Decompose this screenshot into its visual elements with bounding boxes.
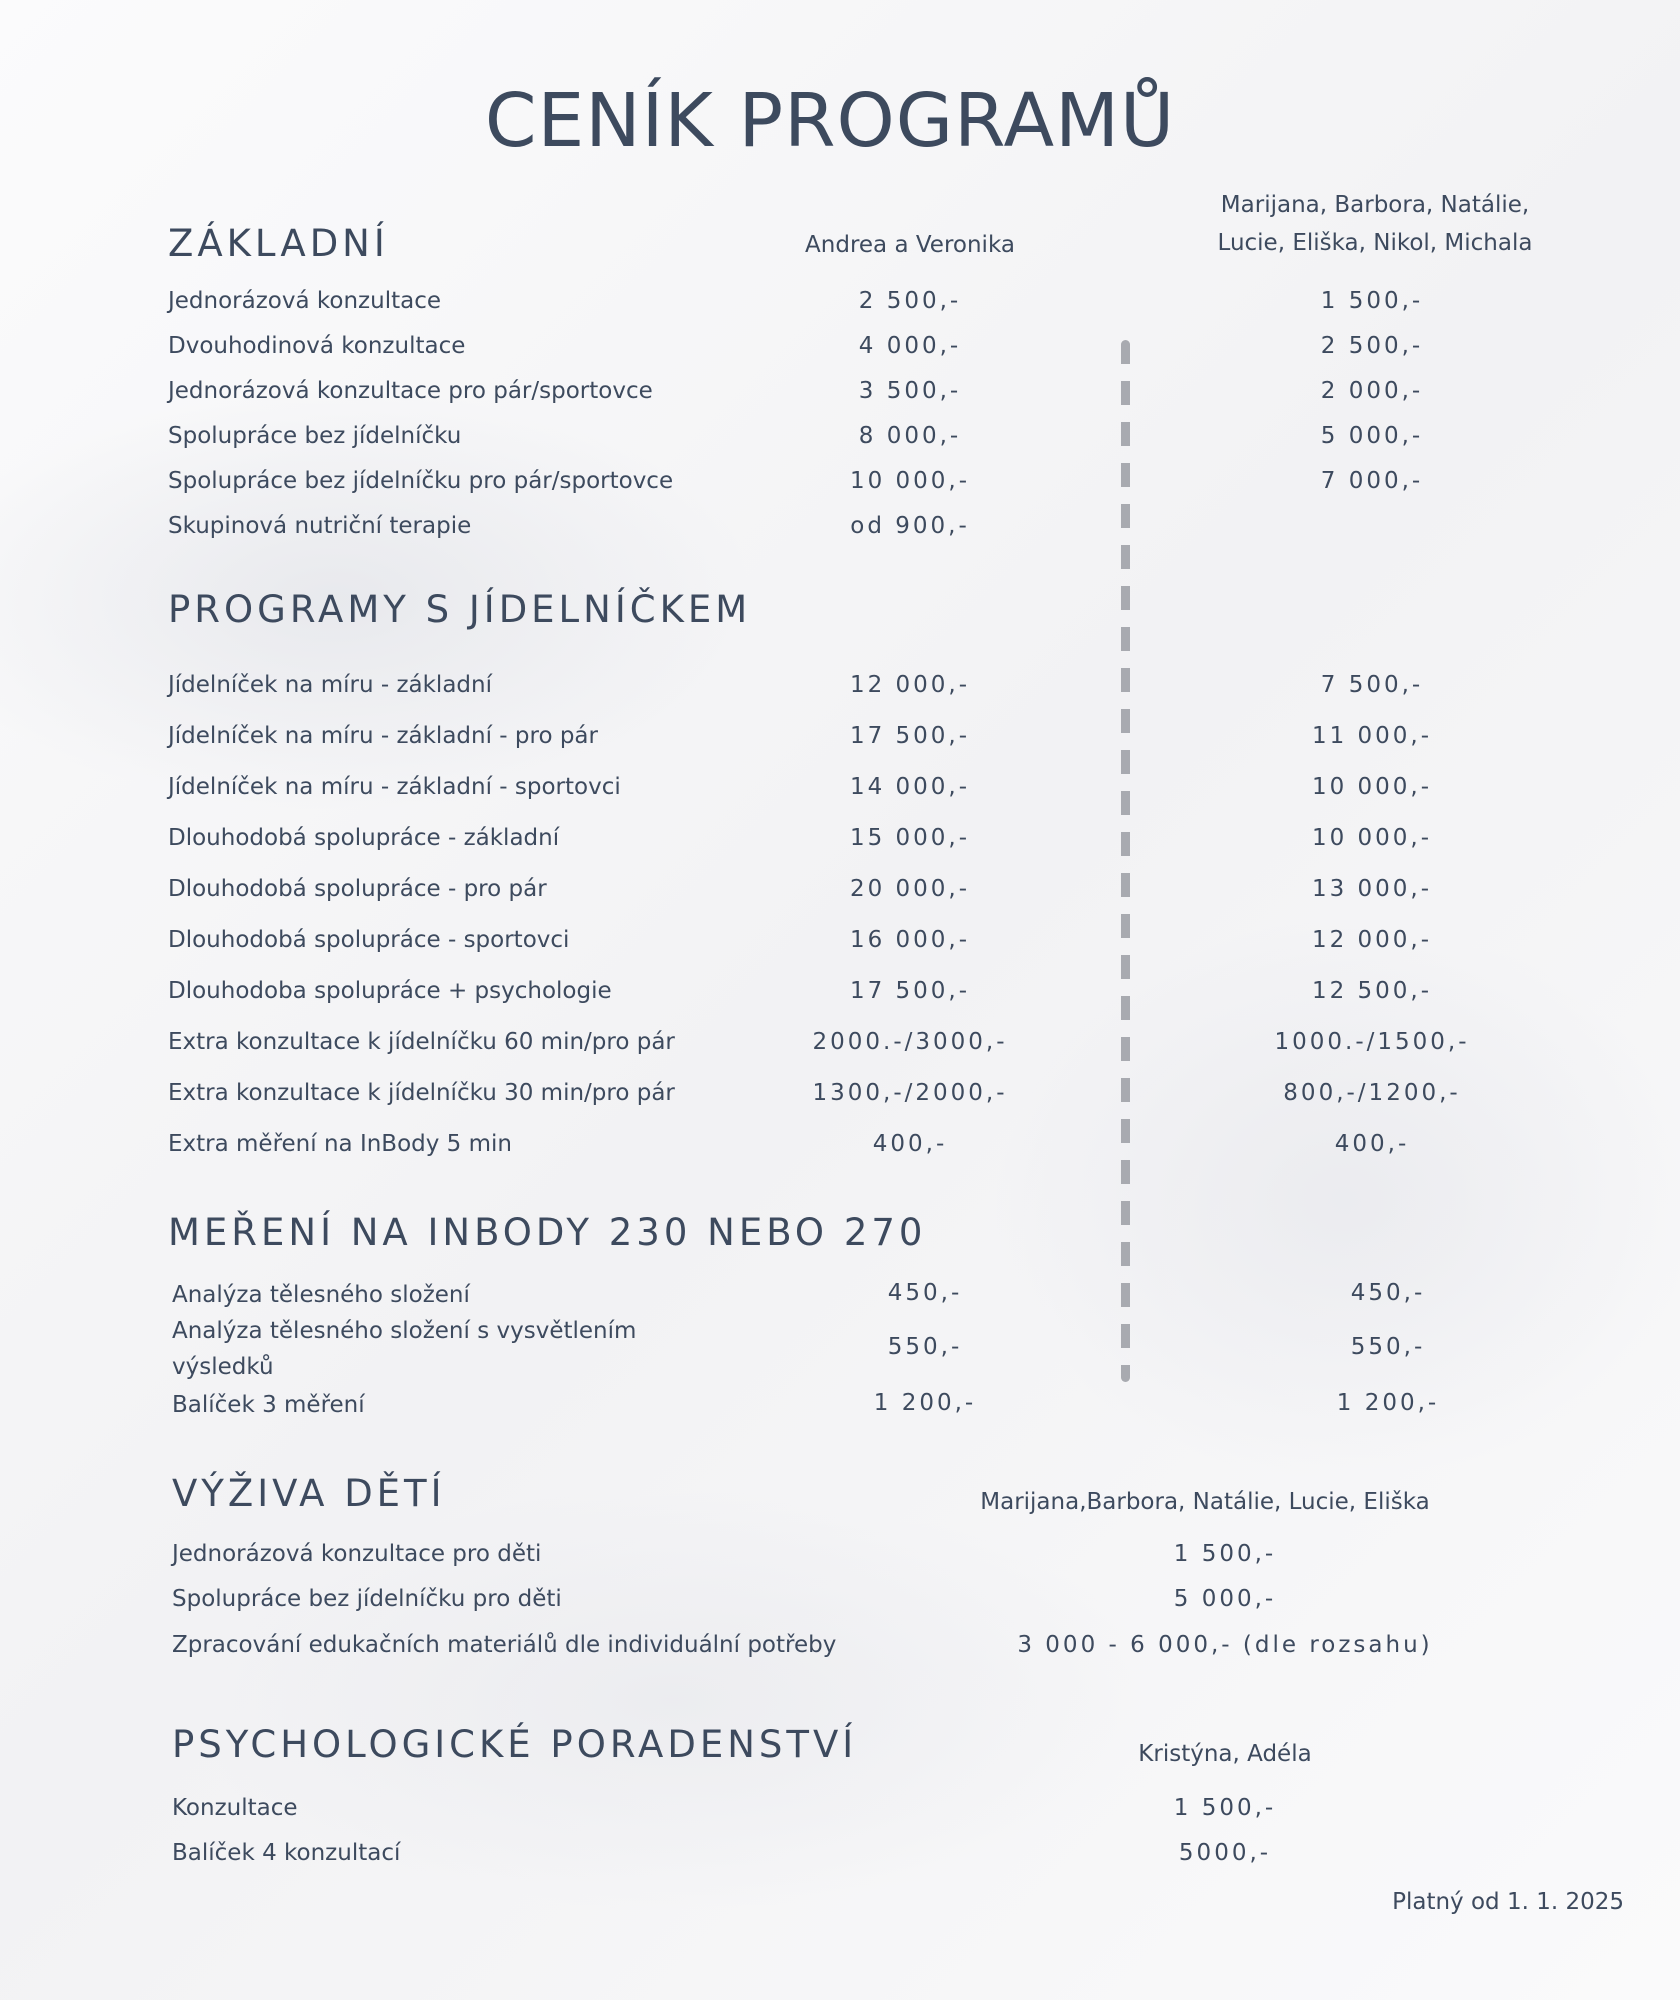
price-team: 13 000,- (1311, 876, 1433, 902)
price-team: 12 000,- (1311, 927, 1433, 953)
price-andrea-veronika: 450,- (887, 1280, 963, 1306)
price-team: 550,- (1350, 1334, 1426, 1360)
section-heading-deti: VÝŽIVA DĚTÍ (172, 1472, 446, 1515)
price-andrea-veronika: 400,- (872, 1131, 948, 1157)
validity-note: Platný od 1. 1. 2025 (1392, 1889, 1624, 1915)
table-row-label: Balíček 4 konzultací (172, 1840, 401, 1866)
price-team: 10 000,- (1311, 825, 1433, 851)
price-andrea-veronika: 2 500,- (858, 288, 962, 314)
column-header-deti: Marijana,Barbora, Natálie, Lucie, Eliška (980, 1489, 1430, 1515)
column-divider (1121, 340, 1130, 1382)
table-row-label: Jídelníček na míru - základní (168, 672, 492, 698)
price-andrea-veronika: 17 500,- (849, 978, 971, 1004)
price-team: 2 000,- (1320, 378, 1424, 404)
price-team: 800,-/1200,- (1283, 1080, 1461, 1106)
table-row-label: Spolupráce bez jídelníčku pro děti (172, 1586, 562, 1612)
price-andrea-veronika: 4 000,- (858, 333, 962, 359)
price-andrea-veronika: od 900,- (850, 513, 970, 539)
table-row-label: Balíček 3 měření (172, 1392, 365, 1418)
table-row-label: Konzultace (172, 1795, 298, 1821)
table-row-label-continued: výsledků (172, 1354, 274, 1380)
price-andrea-veronika: 15 000,- (849, 825, 971, 851)
table-row-label: Extra konzultace k jídelníčku 30 min/pro pár (168, 1080, 675, 1106)
price-team: 1000.-/1500,- (1274, 1029, 1470, 1055)
price-andrea-veronika: 17 500,- (849, 723, 971, 749)
table-row-label: Analýza tělesného složení s vysvětlením (172, 1318, 637, 1344)
price-andrea-veronika: 2000.-/3000,- (812, 1029, 1008, 1055)
table-row-label: Spolupráce bez jídelníčku (168, 423, 462, 449)
table-row-label: Dvouhodinová konzultace (168, 333, 466, 359)
section-heading-psych: PSYCHOLOGICKÉ PORADENSTVÍ (172, 1723, 858, 1766)
column-header-psych: Kristýna, Adéla (1138, 1741, 1312, 1767)
table-row-label: Dlouhodobá spolupráce - základní (168, 825, 560, 851)
price-team: 12 500,- (1311, 978, 1433, 1004)
table-row-label: Extra konzultace k jídelníčku 60 min/pro pár (168, 1029, 675, 1055)
table-row-label: Jednorázová konzultace pro pár/sportovce (168, 378, 653, 404)
price-andrea-veronika: 16 000,- (849, 927, 971, 953)
table-row-label: Jídelníček na míru - základní - pro pár (168, 723, 598, 749)
price-andrea-veronika: 20 000,- (849, 876, 971, 902)
column-header-andrea-veronika: Andrea a Veronika (805, 232, 1015, 258)
price-psych: 1 500,- (1173, 1795, 1277, 1821)
price-team: 1 500,- (1320, 288, 1424, 314)
price-psych: 5000,- (1178, 1840, 1272, 1866)
table-row-label: Jídelníček na míru - základní - sportovci (168, 774, 621, 800)
price-andrea-veronika: 14 000,- (849, 774, 971, 800)
price-andrea-veronika: 8 000,- (858, 423, 962, 449)
price-deti: 1 500,- (1173, 1541, 1277, 1567)
price-andrea-veronika: 3 500,- (858, 378, 962, 404)
price-andrea-veronika: 10 000,- (849, 468, 971, 494)
column-header-team-line1: Marijana, Barbora, Natálie, (1220, 192, 1530, 218)
price-team: 450,- (1350, 1280, 1426, 1306)
section-heading-inbody: MEŘENÍ NA INBODY 230 NEBO 270 (168, 1211, 927, 1254)
price-andrea-veronika: 550,- (887, 1334, 963, 1360)
table-row-label: Spolupráce bez jídelníčku pro pár/sportovce (168, 468, 674, 494)
price-andrea-veronika: 1 200,- (873, 1390, 977, 1416)
table-row-label: Dlouhodoba spolupráce + psychologie (168, 978, 612, 1004)
column-header-team-line2: Lucie, Eliška, Nikol, Michala (1217, 230, 1533, 256)
table-row-label: Analýza tělesného složení (172, 1282, 470, 1308)
table-row-label: Dlouhodobá spolupráce - pro pár (168, 876, 547, 902)
price-team: 1 200,- (1336, 1390, 1440, 1416)
price-team: 400,- (1334, 1131, 1410, 1157)
price-deti: 3 000 - 6 000,- (dle rozsahu) (1017, 1632, 1433, 1658)
price-team: 7 500,- (1320, 672, 1424, 698)
section-heading-jidelnicek: PROGRAMY S JÍDELNÍČKEM (168, 588, 752, 631)
table-row-label: Jednorázová konzultace (168, 288, 441, 314)
price-team: 5 000,- (1320, 423, 1424, 449)
price-deti: 5 000,- (1173, 1586, 1277, 1612)
price-team: 10 000,- (1311, 774, 1433, 800)
section-heading-zakladni: ZÁKLADNÍ (168, 222, 389, 265)
price-team: 2 500,- (1320, 333, 1424, 359)
table-row-label: Skupinová nutriční terapie (168, 513, 472, 539)
price-andrea-veronika: 12 000,- (849, 672, 971, 698)
page-title: CENÍK PROGRAMŮ (484, 78, 1176, 164)
table-row-label: Jednorázová konzultace pro děti (172, 1541, 542, 1567)
table-row-label: Dlouhodobá spolupráce - sportovci (168, 927, 570, 953)
table-row-label: Zpracování edukačních materiálů dle individuální potřeby (172, 1632, 837, 1658)
price-team: 11 000,- (1311, 723, 1433, 749)
table-row-label: Extra měření na InBody 5 min (168, 1131, 512, 1157)
price-team: 7 000,- (1320, 468, 1424, 494)
price-andrea-veronika: 1300,-/2000,- (812, 1080, 1008, 1106)
